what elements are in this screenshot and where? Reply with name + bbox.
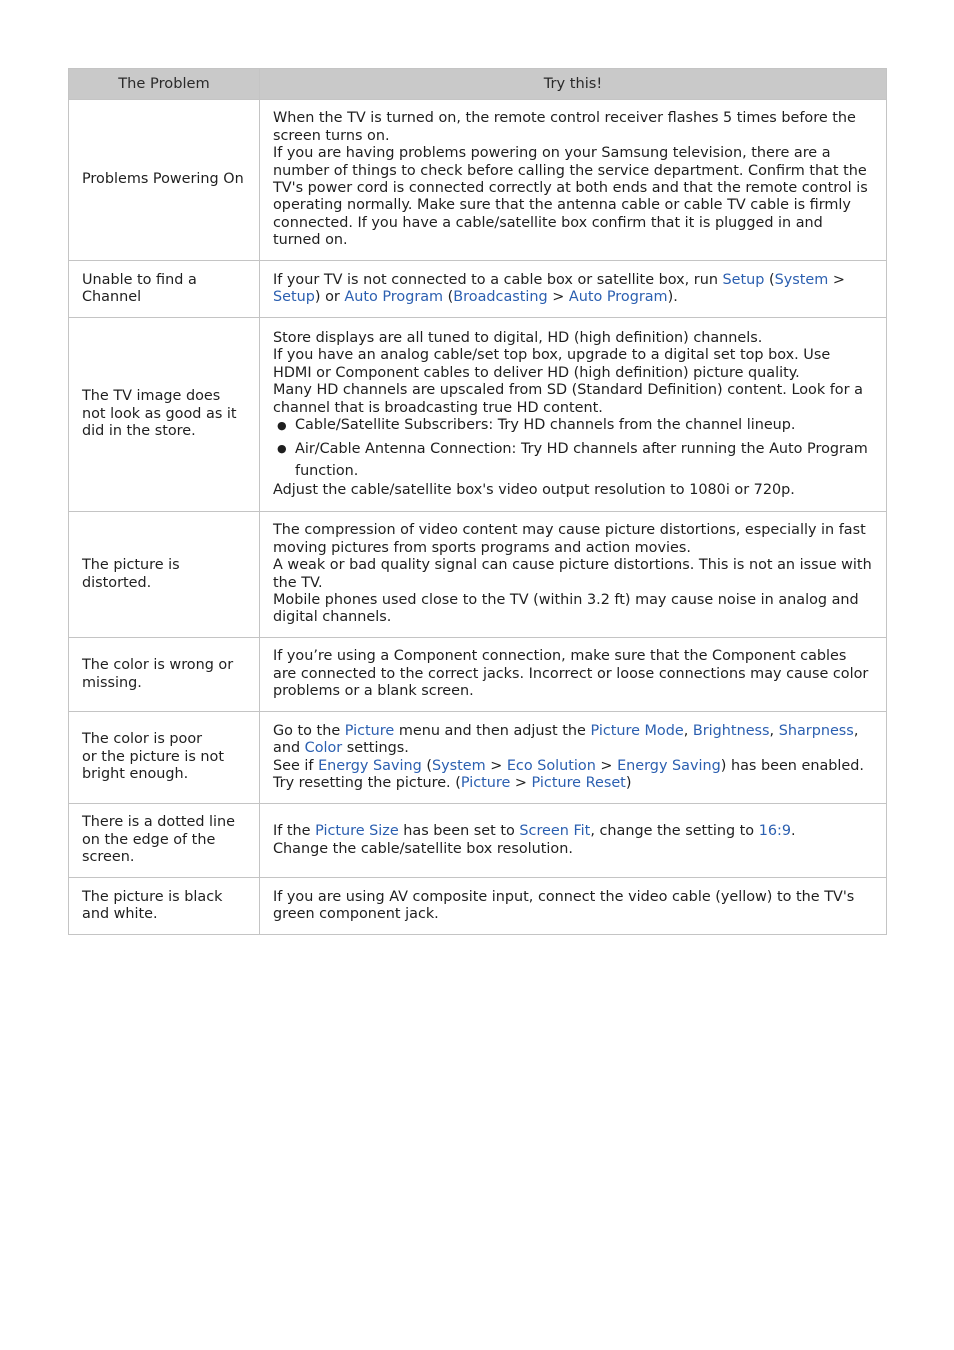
solution-cell bbox=[260, 261, 887, 318]
solution-text: ). bbox=[667, 289, 678, 305]
auto-program-link[interactable]: Auto Program bbox=[344, 289, 444, 305]
table-header-row bbox=[69, 69, 887, 100]
table-row-black-white bbox=[69, 878, 887, 935]
solution-line: Store displays are all tuned to digital, HD (high definition) channels. bbox=[273, 330, 763, 347]
solution-text: has been set to bbox=[398, 823, 520, 840]
system-link[interactable]: System bbox=[774, 271, 829, 288]
table-row-find-channel bbox=[69, 261, 887, 318]
solution-text: , change the setting to bbox=[590, 823, 759, 840]
solution-text: If your TV is not connected to a cable box or satellite box, run bbox=[273, 271, 723, 288]
screen-fit-link[interactable]: Screen Fit bbox=[519, 823, 591, 840]
solution-line: When the TV is turned on, the remote control receiver flashes 5 times before the screen turns on. bbox=[273, 110, 856, 144]
problem-cell bbox=[69, 712, 260, 804]
solution-line bbox=[273, 775, 873, 792]
solution-text: Go to the bbox=[273, 722, 345, 739]
table-row-dotted-line bbox=[69, 804, 887, 878]
path-separator: > bbox=[485, 757, 507, 774]
solution-cell bbox=[260, 512, 887, 638]
solution-text: ) has been enabled. bbox=[720, 757, 864, 774]
problem-cell: There is a dotted line on the edge of the screen. bbox=[69, 804, 260, 878]
picture-reset-link[interactable]: Picture Reset bbox=[531, 774, 626, 791]
solution-text: ) bbox=[625, 774, 632, 791]
energy-saving-link[interactable]: Energy Saving bbox=[617, 757, 721, 774]
solution-text: If the bbox=[273, 823, 316, 840]
solution-line: Mobile phones used close to the TV (within 3.2 ft) may cause noise in analog and digital channels. bbox=[273, 591, 859, 626]
color-link[interactable]: Color bbox=[304, 740, 343, 757]
solution-line: If you are having problems powering on your Samsung television, there are a number of things to check before calling the service department. Confirm that the TV's power cord is connected correctly at both ends and that the remote control is operating normally. Make sure that the antenna cable or cable TV cable is firmly connected. If you have a cable/satellite box confirm that it is plugged in and turned on. bbox=[273, 145, 868, 249]
bullet-text: Air/Cable Antenna Connection: Try HD channels after running the Auto Program function. bbox=[295, 440, 868, 479]
solution-line: Adjust the cable/satellite box's video output resolution to 1080i or 720p. bbox=[273, 481, 795, 498]
table-row-color-poor bbox=[69, 712, 887, 804]
header-the-problem: The Problem bbox=[69, 69, 260, 100]
solution-text: ) or bbox=[314, 289, 345, 305]
bullet-item bbox=[273, 417, 873, 434]
solution-line bbox=[273, 758, 873, 775]
solution-cell bbox=[260, 712, 887, 804]
solution-line: Many HD channels are upscaled from SD (Standard Definition) content. Look for a channel that is broadcasting true HD content. bbox=[273, 382, 863, 416]
solution-text: See if bbox=[273, 757, 319, 774]
solution-line: The compression of video content may cause picture distortions, especially in fast moving pictures from sports programs and action movies. bbox=[273, 522, 866, 556]
solution-text: menu and then adjust the bbox=[394, 722, 591, 739]
table-row-powering-on bbox=[69, 100, 887, 261]
energy-saving-link[interactable]: Energy Saving bbox=[318, 757, 422, 774]
sharpness-link[interactable]: Sharpness bbox=[778, 722, 854, 739]
path-separator: > bbox=[595, 757, 618, 774]
solution-text: , bbox=[683, 722, 693, 739]
solution-line bbox=[273, 723, 873, 758]
solution-line: If you are using AV composite input, connect the video cable (yellow) to the TV's green component jack. bbox=[273, 888, 855, 922]
solution-line: A weak or bad quality signal can cause picture distortions. This is not an issue with the TV. bbox=[273, 557, 872, 591]
solution-text: ( bbox=[421, 757, 432, 774]
solution-text: . bbox=[791, 823, 796, 840]
solution-text: settings. bbox=[342, 740, 409, 757]
solution-text: Try resetting the picture. ( bbox=[273, 774, 461, 791]
solution-line: Change the cable/satellite box resolution. bbox=[273, 840, 573, 857]
solution-text: ( bbox=[443, 289, 454, 305]
picture-size-link[interactable]: Picture Size bbox=[315, 823, 399, 840]
system-link[interactable]: System bbox=[431, 757, 486, 774]
solution-text: , and bbox=[273, 722, 859, 757]
setup-link[interactable]: Setup bbox=[273, 289, 315, 305]
table-row-image-quality bbox=[69, 318, 887, 512]
broadcasting-link[interactable]: Broadcasting bbox=[453, 289, 548, 305]
path-separator: > bbox=[547, 289, 569, 305]
solution-text: ( bbox=[764, 271, 775, 288]
solution-cell bbox=[260, 638, 887, 712]
problem-cell: The color is wrong or missing. bbox=[69, 638, 260, 712]
header-try-this: Try this! bbox=[260, 69, 887, 100]
picture-link[interactable]: Picture bbox=[460, 774, 511, 791]
problem-line: The color is poor bbox=[82, 731, 203, 748]
problem-cell: Problems Powering On bbox=[69, 100, 260, 261]
ratio-16-9-link[interactable]: 16:9 bbox=[758, 823, 792, 840]
solution-cell bbox=[260, 878, 887, 935]
bullet-item bbox=[273, 440, 873, 482]
bullet-text: Cable/Satellite Subscribers: Try HD channels from the channel lineup. bbox=[295, 417, 796, 434]
problem-cell: The TV image does not look as good as it did in the store. bbox=[69, 318, 260, 512]
solution-cell bbox=[260, 100, 887, 261]
bullet-dot-icon: ● bbox=[277, 441, 287, 455]
solution-cell bbox=[260, 804, 887, 878]
path-separator: > bbox=[828, 271, 845, 288]
table-row-color-wrong bbox=[69, 638, 887, 712]
setup-link[interactable]: Setup bbox=[722, 271, 765, 288]
picture-mode-link[interactable]: Picture Mode bbox=[590, 722, 684, 739]
solution-text: , bbox=[769, 722, 779, 739]
solution-line: If you’re using a Component connection, make sure that the Component cables are connected to the correct jacks. Incorrect or loose connections may cause color problems or a blank screen. bbox=[273, 648, 869, 700]
picture-link[interactable]: Picture bbox=[344, 722, 395, 739]
bullet-dot-icon: ● bbox=[277, 419, 287, 433]
solution-line bbox=[273, 823, 873, 840]
problem-cell: The picture is black and white. bbox=[69, 878, 260, 935]
eco-solution-link[interactable]: Eco Solution bbox=[506, 757, 596, 774]
solution-cell bbox=[260, 318, 887, 512]
troubleshooting-table bbox=[68, 68, 887, 935]
auto-program-link[interactable]: Auto Program bbox=[568, 289, 668, 305]
problem-cell: Unable to find a Channel bbox=[69, 261, 260, 318]
problem-line: or the picture is not bright enough. bbox=[82, 748, 224, 783]
table-row-distorted bbox=[69, 512, 887, 638]
path-separator: > bbox=[510, 774, 532, 791]
solution-line: If you have an analog cable/set top box, upgrade to a digital set top box. Use HDMI or Component cables to deliver HD (high definition) picture quality. bbox=[273, 347, 831, 381]
brightness-link[interactable]: Brightness bbox=[692, 722, 770, 739]
problem-cell: The picture is distorted. bbox=[69, 512, 260, 638]
